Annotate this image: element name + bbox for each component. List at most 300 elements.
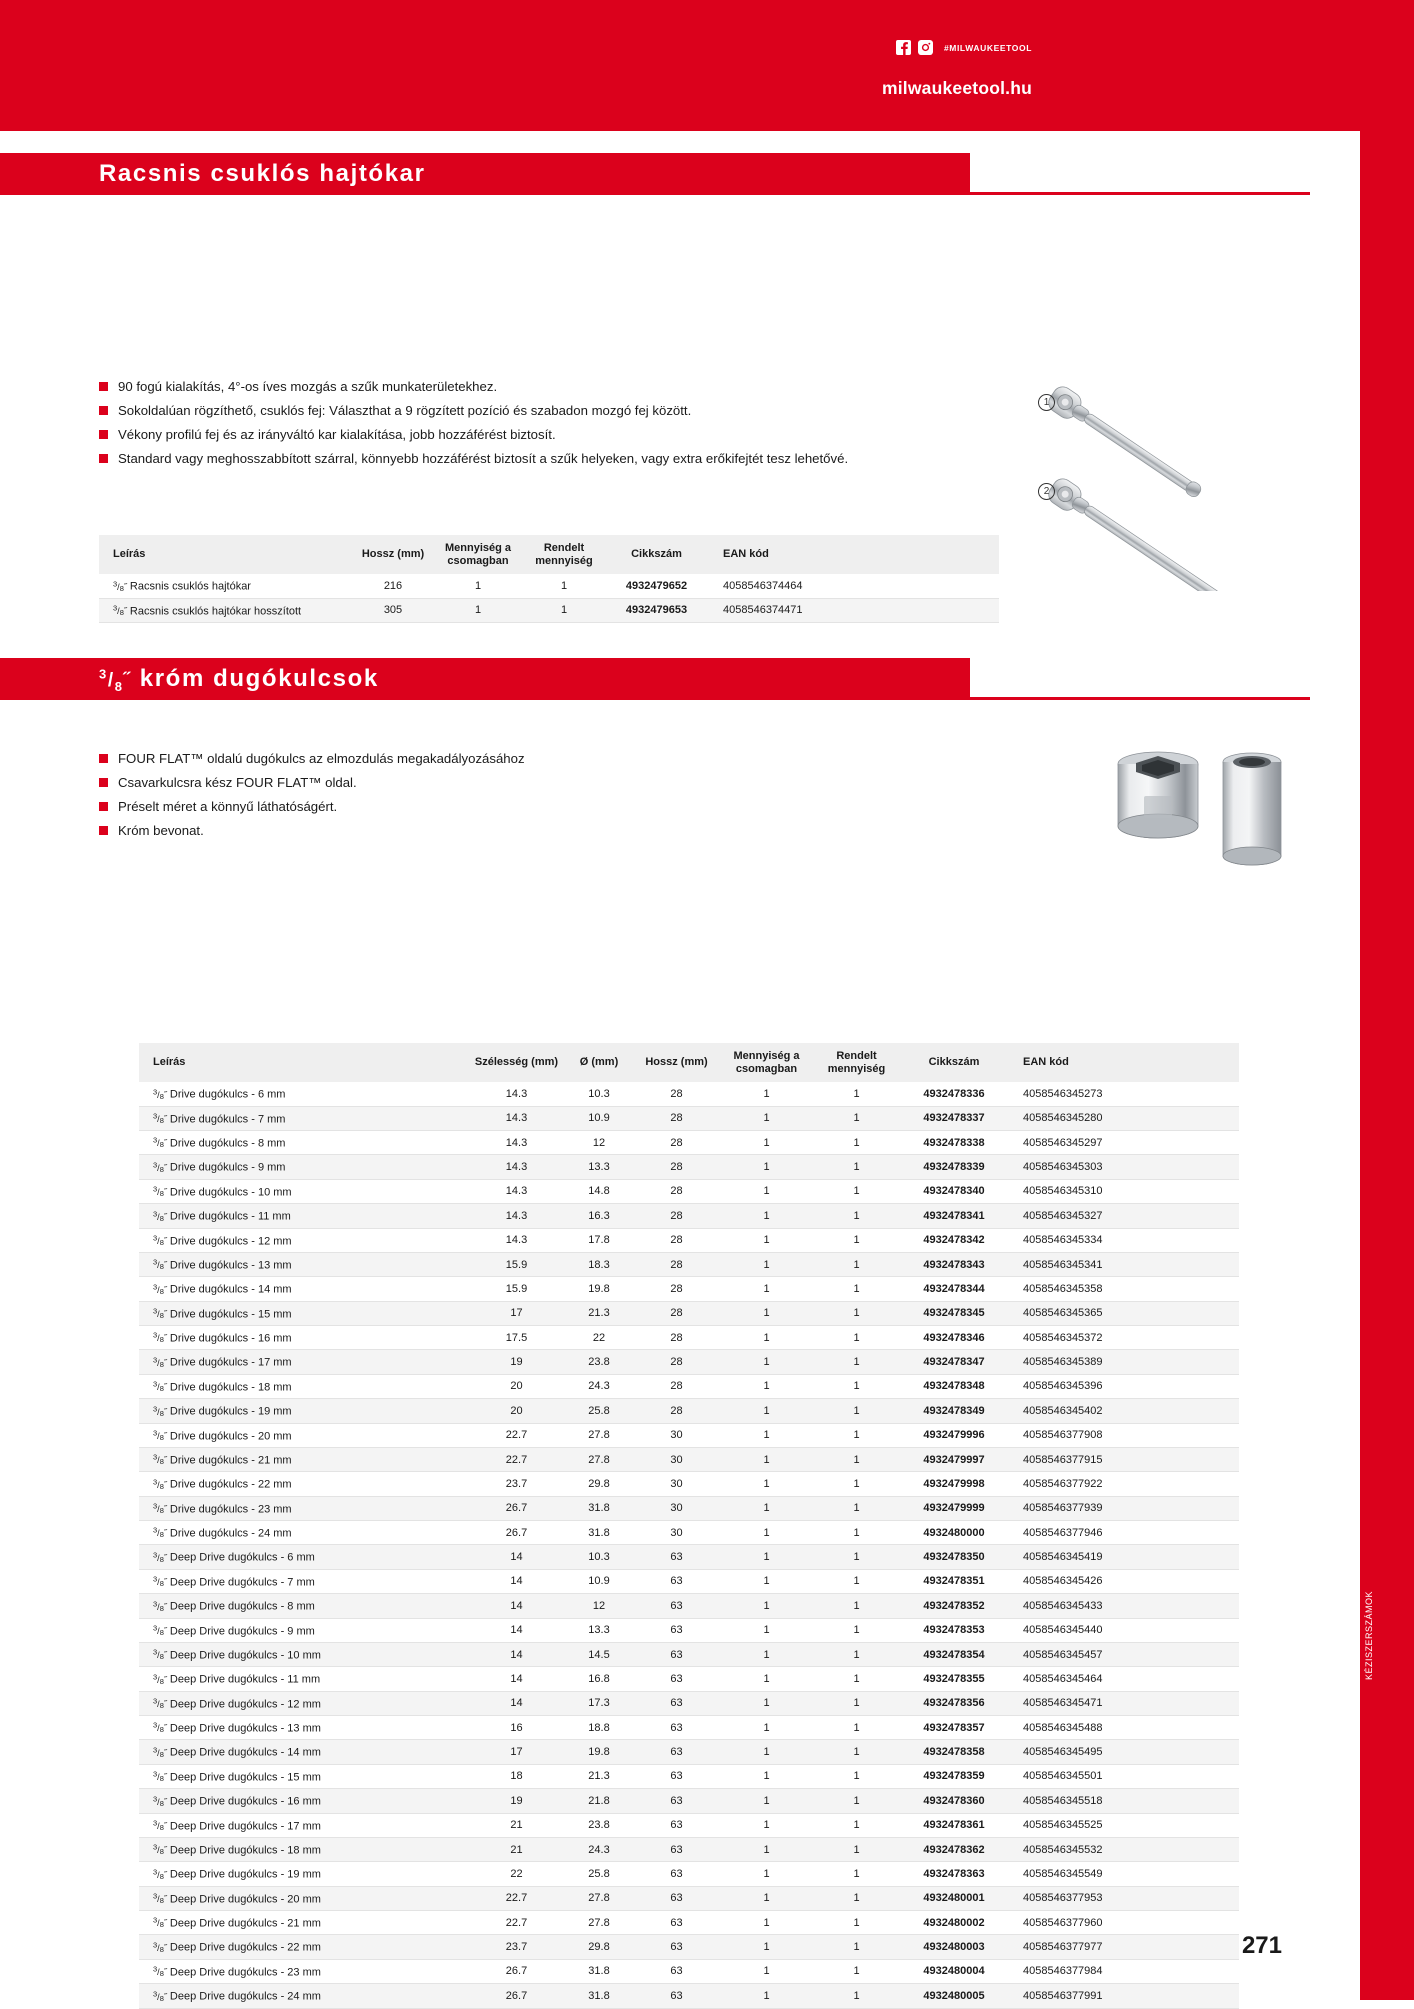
bullet-square-icon	[99, 826, 108, 835]
cell-length: 305	[354, 598, 432, 622]
cell-diameter: 21.3	[564, 1764, 634, 1788]
cell-desc-text: Drive dugókulcs - 20 mm	[169, 1429, 292, 1442]
cell-diameter: 13.3	[564, 1155, 634, 1179]
fraction-label: $^3/_8˝$	[153, 1842, 167, 1857]
cell-ean: 4058546345457	[1009, 1642, 1239, 1666]
cell-length: 63	[634, 1569, 719, 1593]
cell-ean: 4058546377991	[1009, 1984, 1239, 2008]
bullet-item	[99, 401, 954, 421]
cell-ean: 4058546345464	[1009, 1667, 1239, 1691]
cell-width: 21	[469, 1837, 564, 1861]
col-header-diameter: Ø (mm)	[564, 1043, 634, 1082]
cell-qty-pack: 1	[719, 1521, 814, 1545]
cell-length: 28	[634, 1277, 719, 1301]
cell-ean: 4058546377953	[1009, 1886, 1239, 1910]
cell-diameter: 24.3	[564, 1374, 634, 1398]
col-header-length: Hossz (mm)	[354, 535, 432, 574]
table-row	[139, 1667, 1239, 1691]
cell-desc	[139, 1228, 469, 1252]
table-row	[99, 574, 999, 598]
cell-diameter: 23.8	[564, 1813, 634, 1837]
cell-qty-pack: 1	[719, 1545, 814, 1569]
fraction-label: $^3/_8˝$	[153, 1721, 167, 1735]
cell-width: 17.5	[469, 1326, 564, 1350]
table-row	[139, 1984, 1239, 2008]
fraction-label: $^3/_8˝$	[153, 1233, 167, 1247]
right-red-strip	[1360, 131, 1414, 2000]
cell-desc-text: Deep Drive dugókulcs - 8 mm	[169, 1600, 315, 1613]
cell-width: 20	[469, 1374, 564, 1398]
cell-ean: 4058546345488	[1009, 1716, 1239, 1740]
cell-desc	[139, 1179, 469, 1203]
cell-article: 4932480005	[899, 1984, 1009, 2008]
bullet-text: FOUR FLAT™ oldalú dugókulcs az elmozdulás megakadályozásához	[118, 751, 525, 766]
table-row	[139, 1813, 1239, 1837]
cell-article: 4932478345	[899, 1301, 1009, 1325]
col-header-article: Cikkszám	[899, 1043, 1009, 1082]
cell-desc	[139, 1935, 469, 1959]
table-row	[139, 1301, 1239, 1325]
cell-width: 26.7	[469, 1984, 564, 2008]
col-header-qty-pack: Mennyiség a csomagban	[432, 535, 524, 574]
cell-qty-order: 1	[814, 1642, 899, 1666]
cell-desc-text: Drive dugókulcs - 22 mm	[169, 1478, 292, 1491]
cell-qty-order: 1	[814, 1277, 899, 1301]
col-header-width: Szélesség (mm)	[469, 1043, 564, 1082]
fraction-label: $^3/_8˝$	[153, 1404, 167, 1418]
cell-desc-text: Deep Drive dugókulcs - 22 mm	[169, 1941, 321, 1954]
cell-diameter: 21.8	[564, 1789, 634, 1813]
cell-diameter: 10.3	[564, 1082, 634, 1106]
cell-qty-pack: 1	[719, 1228, 814, 1252]
fraction-label: $^3/_8˝$	[153, 1623, 167, 1637]
cell-article: 4932480000	[899, 1521, 1009, 1545]
table-row	[139, 1521, 1239, 1545]
table-row	[139, 1179, 1239, 1203]
cell-desc	[139, 1472, 469, 1496]
instagram-icon[interactable]	[918, 40, 933, 55]
section1-title: Racsnis csuklós hajtókar	[99, 160, 426, 187]
cell-diameter: 27.8	[564, 1886, 634, 1910]
table-row	[139, 1862, 1239, 1886]
fraction-label: $^3/_8˝$	[153, 1599, 167, 1613]
cell-length: 28	[634, 1179, 719, 1203]
fraction-label: $^3/_8˝$	[153, 1501, 167, 1515]
cell-article: 4932478343	[899, 1252, 1009, 1276]
fraction-label: $^3/_8˝$	[153, 1184, 167, 1199]
cell-desc-text: Deep Drive dugókulcs - 14 mm	[169, 1746, 321, 1759]
cell-length: 28	[634, 1204, 719, 1228]
cell-qty-pack: 1	[719, 1496, 814, 1520]
cell-diameter: 12	[564, 1131, 634, 1155]
cell-qty-pack: 1	[719, 1423, 814, 1447]
cell-diameter: 27.8	[564, 1447, 634, 1471]
cell-qty-pack: 1	[432, 574, 524, 598]
cell-diameter: 10.9	[564, 1569, 634, 1593]
cell-qty-order: 1	[814, 1131, 899, 1155]
cell-qty-pack: 1	[719, 1301, 814, 1325]
table-row	[139, 1399, 1239, 1423]
table-row	[139, 1911, 1239, 1935]
cell-article: 4932480004	[899, 1959, 1009, 1983]
cell-diameter: 31.8	[564, 1984, 634, 2008]
cell-qty-pack: 1	[719, 1642, 814, 1666]
fraction-label: $^3/_8˝$	[153, 1769, 167, 1784]
col-header-desc: Leírás	[139, 1043, 469, 1082]
cell-desc	[139, 1594, 469, 1618]
cell-ean: 4058546345518	[1009, 1789, 1239, 1813]
top-red-band	[0, 0, 1414, 131]
fraction-label: $^3/_8˝$	[153, 1282, 167, 1296]
cell-length: 63	[634, 1642, 719, 1666]
cell-desc-text: Drive dugókulcs - 21 mm	[169, 1454, 292, 1467]
bullet-text: Standard vagy meghosszabbított szárral, könnyebb hozzáférést biztosít a szűk helyeken, vagy extra erőkifejtét tesz lehetővé.	[118, 451, 849, 467]
cell-width: 17	[469, 1301, 564, 1325]
cell-qty-pack: 1	[719, 1155, 814, 1179]
cell-article: 4932478359	[899, 1764, 1009, 1788]
cell-article: 4932478352	[899, 1594, 1009, 1618]
bullet-item	[99, 449, 954, 469]
cell-qty-pack: 1	[719, 1277, 814, 1301]
fraction-label: $^3/_8˝$	[153, 1477, 167, 1491]
table-row	[139, 1277, 1239, 1301]
cell-qty-order: 1	[814, 1447, 899, 1471]
cell-width: 23.7	[469, 1935, 564, 1959]
page-number: 271	[1241, 1932, 1282, 1959]
cell-desc-text: Drive dugókulcs - 13 mm	[169, 1259, 292, 1272]
cell-desc	[139, 1399, 469, 1423]
cell-desc-text: Deep Drive dugókulcs - 19 mm	[169, 1868, 321, 1881]
section2-header	[0, 658, 970, 700]
cell-diameter: 13.3	[564, 1618, 634, 1642]
cell-desc	[139, 1618, 469, 1642]
table-row	[139, 1374, 1239, 1398]
cell-article: 4932478356	[899, 1691, 1009, 1715]
cell-article: 4932478349	[899, 1399, 1009, 1423]
cell-desc-text: Drive dugókulcs - 23 mm	[169, 1503, 292, 1516]
cell-article: 4932479999	[899, 1496, 1009, 1520]
table-row	[139, 1106, 1239, 1130]
cell-diameter: 12	[564, 1594, 634, 1618]
cell-desc-text: Deep Drive dugókulcs - 6 mm	[169, 1551, 315, 1564]
col-header-desc: Leírás	[99, 535, 354, 574]
cell-desc-text: Deep Drive dugókulcs - 10 mm	[169, 1649, 321, 1662]
cell-qty-order: 1	[814, 1228, 899, 1252]
cell-diameter: 19.8	[564, 1277, 634, 1301]
cell-qty-pack: 1	[719, 1911, 814, 1935]
cell-length: 63	[634, 1886, 719, 1910]
cell-ean: 4058546345365	[1009, 1301, 1239, 1325]
cell-ean: 4058546345303	[1009, 1155, 1239, 1179]
cell-desc-text: Deep Drive dugókulcs - 9 mm	[169, 1624, 315, 1637]
table-row	[139, 1131, 1239, 1155]
cell-width: 15.9	[469, 1252, 564, 1276]
cell-qty-pack: 1	[719, 1179, 814, 1203]
cell-width: 14.3	[469, 1131, 564, 1155]
cell-qty-pack: 1	[719, 1813, 814, 1837]
cell-desc-text: Deep Drive dugókulcs - 24 mm	[169, 1990, 321, 2003]
cell-diameter: 27.8	[564, 1423, 634, 1447]
table-row	[139, 1155, 1239, 1179]
cell-ean: 4058546345426	[1009, 1569, 1239, 1593]
cell-diameter: 31.8	[564, 1496, 634, 1520]
bullet-square-icon	[99, 754, 108, 763]
cell-desc	[139, 1813, 469, 1837]
cell-length: 28	[634, 1350, 719, 1374]
cell-qty-pack: 1	[719, 1862, 814, 1886]
table-row	[139, 1642, 1239, 1666]
fraction-label: $^3/_8˝$	[153, 1647, 167, 1662]
cell-length: 30	[634, 1521, 719, 1545]
cell-qty-order: 1	[814, 1764, 899, 1788]
cell-diameter: 21.3	[564, 1301, 634, 1325]
site-url[interactable]: milwaukeetool.hu	[881, 78, 1032, 98]
cell-diameter: 16.8	[564, 1667, 634, 1691]
cell-width: 14.3	[469, 1082, 564, 1106]
cell-width: 22.7	[469, 1911, 564, 1935]
section1-header	[0, 153, 970, 195]
cell-qty-order: 1	[814, 1082, 899, 1106]
cell-article: 4932479997	[899, 1447, 1009, 1471]
cell-width: 23.7	[469, 1472, 564, 1496]
cell-desc-text: Deep Drive dugókulcs - 12 mm	[169, 1698, 321, 1711]
cell-qty-order: 1	[814, 1618, 899, 1642]
cell-article: 4932479653	[604, 598, 709, 622]
cell-qty-order: 1	[814, 1569, 899, 1593]
cell-desc	[139, 1350, 469, 1374]
cell-desc	[139, 1423, 469, 1447]
cell-qty-pack: 1	[719, 1740, 814, 1764]
bullet-item	[99, 797, 859, 817]
cell-width: 14.3	[469, 1106, 564, 1130]
cell-desc	[139, 1789, 469, 1813]
cell-desc-text: Drive dugókulcs - 18 mm	[169, 1381, 292, 1394]
cell-width: 14	[469, 1642, 564, 1666]
cell-desc	[139, 1569, 469, 1593]
table-row	[139, 1716, 1239, 1740]
cell-desc: $^3/_8˝$ Racsnis csuklós hajtókar hosszított	[99, 598, 354, 622]
bullet-text: Sokoldalúan rögzíthető, csuklós fej: Választhat a 9 rögzített pozíció és szabadon mozgó fej között.	[118, 403, 692, 419]
cell-desc	[139, 1447, 469, 1471]
cell-length: 28	[634, 1252, 719, 1276]
col-header-qty-order: Rendelt mennyiség	[524, 535, 604, 574]
cell-desc	[139, 1374, 469, 1398]
fraction-label: $^3/_8˝$	[153, 1379, 167, 1394]
cell-ean: 4058546377915	[1009, 1447, 1239, 1471]
cell-article: 4932478337	[899, 1106, 1009, 1130]
cell-length: 28	[634, 1228, 719, 1252]
cell-desc-text: Drive dugókulcs - 8 mm	[169, 1137, 286, 1150]
cell-width: 14	[469, 1545, 564, 1569]
fraction-label: $^3/_8˝$	[153, 1111, 167, 1125]
bullet-text: 90 fogú kialakítás, 4°-os íves mozgás a szűk munkaterületekhez.	[118, 379, 498, 394]
table-row	[139, 1837, 1239, 1861]
fraction-label: $^3/_8˝$	[153, 1989, 167, 2003]
cell-length: 63	[634, 1545, 719, 1569]
fraction-label: $^3/_8˝$	[153, 1794, 167, 1808]
cell-diameter: 31.8	[564, 1521, 634, 1545]
cell-width: 14.3	[469, 1179, 564, 1203]
fraction-label: $^3/_8˝$	[153, 1306, 167, 1320]
cell-desc	[139, 1326, 469, 1350]
cell-ean: 4058546345419	[1009, 1545, 1239, 1569]
table-row	[139, 1886, 1239, 1910]
table-row	[139, 1691, 1239, 1715]
table-header-row	[139, 1043, 1239, 1082]
cell-width: 14	[469, 1667, 564, 1691]
cell-qty-order: 1	[814, 1155, 899, 1179]
col-header-qty-order: Rendelt mennyiség	[814, 1043, 899, 1082]
section2-bullets	[99, 749, 859, 845]
cell-article: 4932479652	[604, 574, 709, 598]
fraction-label: $^3/_8˝$	[153, 1867, 167, 1881]
cell-qty-order: 1	[814, 1886, 899, 1910]
cell-ean: 4058546345525	[1009, 1813, 1239, 1837]
cell-desc	[139, 1667, 469, 1691]
section1-table	[99, 535, 999, 623]
cell-length: 63	[634, 1667, 719, 1691]
cell-qty-pack: 1	[719, 1935, 814, 1959]
cell-qty-order: 1	[814, 1521, 899, 1545]
section1-rule	[970, 192, 1310, 195]
side-tab-label: KÉZISZERSZÁMOK	[1364, 1590, 1374, 1680]
cell-diameter: 23.8	[564, 1350, 634, 1374]
fraction-label: $^3/_8˝$	[153, 1428, 167, 1442]
cell-desc	[139, 1764, 469, 1788]
cell-ean: 4058546345396	[1009, 1374, 1239, 1398]
cell-length: 30	[634, 1423, 719, 1447]
cell-desc	[139, 1862, 469, 1886]
cell-qty-pack: 1	[719, 1837, 814, 1861]
cell-ean: 4058546345471	[1009, 1691, 1239, 1715]
table-row	[139, 1959, 1239, 1983]
table-row	[139, 1740, 1239, 1764]
fraction-label: $^3/_8˝$	[153, 1331, 167, 1345]
fraction-label: $^3/_8˝$	[153, 1355, 167, 1369]
cell-desc-text: Drive dugókulcs - 16 mm	[169, 1332, 292, 1345]
cell-article: 4932478360	[899, 1789, 1009, 1813]
cell-desc	[139, 1642, 469, 1666]
cell-desc-text: Drive dugókulcs - 7 mm	[169, 1113, 286, 1126]
cell-width: 14	[469, 1594, 564, 1618]
col-header-article: Cikkszám	[604, 535, 709, 574]
ratchet-product-images	[1020, 371, 1320, 591]
cell-qty-order: 1	[814, 1326, 899, 1350]
cell-qty-order: 1	[814, 1789, 899, 1813]
cell-width: 14.3	[469, 1228, 564, 1252]
cell-qty-order: 1	[814, 1740, 899, 1764]
socket-product-images	[1108, 746, 1308, 876]
fraction-label: $^3/_8˝$	[153, 1672, 167, 1686]
cell-length: 63	[634, 1764, 719, 1788]
cell-article: 4932478353	[899, 1618, 1009, 1642]
cell-qty-pack: 1	[719, 1326, 814, 1350]
cell-desc-text: Deep Drive dugókulcs - 13 mm	[169, 1722, 321, 1735]
facebook-icon[interactable]	[896, 40, 911, 55]
bullet-item	[99, 821, 859, 841]
cell-diameter: 14.8	[564, 1179, 634, 1203]
cell-width: 22.7	[469, 1423, 564, 1447]
cell-article: 4932480003	[899, 1935, 1009, 1959]
bullet-square-icon	[99, 454, 108, 463]
cell-desc-text: Drive dugókulcs - 12 mm	[169, 1234, 292, 1247]
cell-desc	[139, 1521, 469, 1545]
cell-diameter: 17.3	[564, 1691, 634, 1715]
cell-diameter: 29.8	[564, 1935, 634, 1959]
cell-qty-order: 1	[814, 1423, 899, 1447]
cell-qty-pack: 1	[719, 1789, 814, 1813]
cell-length: 28	[634, 1131, 719, 1155]
cell-qty-pack: 1	[719, 1959, 814, 1983]
bullet-square-icon	[99, 430, 108, 439]
cell-width: 14	[469, 1618, 564, 1642]
bullet-item	[99, 425, 954, 445]
cell-qty-pack: 1	[719, 1594, 814, 1618]
cell-article: 4932478362	[899, 1837, 1009, 1861]
cell-article: 4932479998	[899, 1472, 1009, 1496]
cell-length: 63	[634, 1959, 719, 1983]
col-header-ean: EAN kód	[1009, 1043, 1239, 1082]
cell-article: 4932478361	[899, 1813, 1009, 1837]
cell-desc-text: Deep Drive dugókulcs - 23 mm	[169, 1966, 321, 1979]
cell-desc	[139, 1740, 469, 1764]
bullet-square-icon	[99, 382, 108, 391]
section2-table	[139, 1043, 1239, 2009]
fraction-label: $^3/_8˝$	[153, 1964, 167, 1979]
fraction-label: $^3/_8˝$	[153, 1087, 167, 1101]
cell-article: 4932478336	[899, 1082, 1009, 1106]
ratchet-tool-illustration	[1020, 371, 1320, 591]
cell-diameter: 25.8	[564, 1399, 634, 1423]
cell-qty-pack: 1	[719, 1374, 814, 1398]
cell-desc-text: Deep Drive dugókulcs - 16 mm	[169, 1795, 321, 1808]
cell-width: 20	[469, 1399, 564, 1423]
col-header-length: Hossz (mm)	[634, 1043, 719, 1082]
cell-ean: 4058546345433	[1009, 1594, 1239, 1618]
cell-qty-order: 1	[814, 1106, 899, 1130]
section2-rule	[970, 697, 1310, 700]
cell-length: 63	[634, 1984, 719, 2008]
cell-desc-text: Deep Drive dugókulcs - 21 mm	[169, 1917, 321, 1930]
fraction-label: $^3/_8˝$	[153, 1574, 167, 1589]
cell-desc-text: Drive dugókulcs - 9 mm	[169, 1161, 286, 1174]
cell-diameter: 29.8	[564, 1472, 634, 1496]
cell-width: 22	[469, 1862, 564, 1886]
cell-qty-pack: 1	[719, 1204, 814, 1228]
cell-article: 4932478350	[899, 1545, 1009, 1569]
fraction-label: $^3/_8˝$	[153, 1891, 167, 1905]
cell-article: 4932480001	[899, 1886, 1009, 1910]
cell-ean: 4058546345334	[1009, 1228, 1239, 1252]
cell-ean: 4058546345389	[1009, 1350, 1239, 1374]
cell-length: 63	[634, 1862, 719, 1886]
cell-diameter: 24.3	[564, 1837, 634, 1861]
cell-width: 14	[469, 1691, 564, 1715]
table-row	[139, 1472, 1239, 1496]
fraction-label: $^3/_8˝$	[153, 1209, 167, 1223]
cell-article: 4932478346	[899, 1326, 1009, 1350]
cell-qty-pack: 1	[719, 1131, 814, 1155]
cell-article: 4932478338	[899, 1131, 1009, 1155]
cell-length: 30	[634, 1447, 719, 1471]
bullet-square-icon	[99, 406, 108, 415]
cell-qty-pack: 1	[719, 1716, 814, 1740]
cell-qty-pack: 1	[719, 1350, 814, 1374]
cell-diameter: 14.5	[564, 1642, 634, 1666]
cell-length: 30	[634, 1496, 719, 1520]
cell-desc	[139, 1911, 469, 1935]
cell-qty-order: 1	[814, 1862, 899, 1886]
